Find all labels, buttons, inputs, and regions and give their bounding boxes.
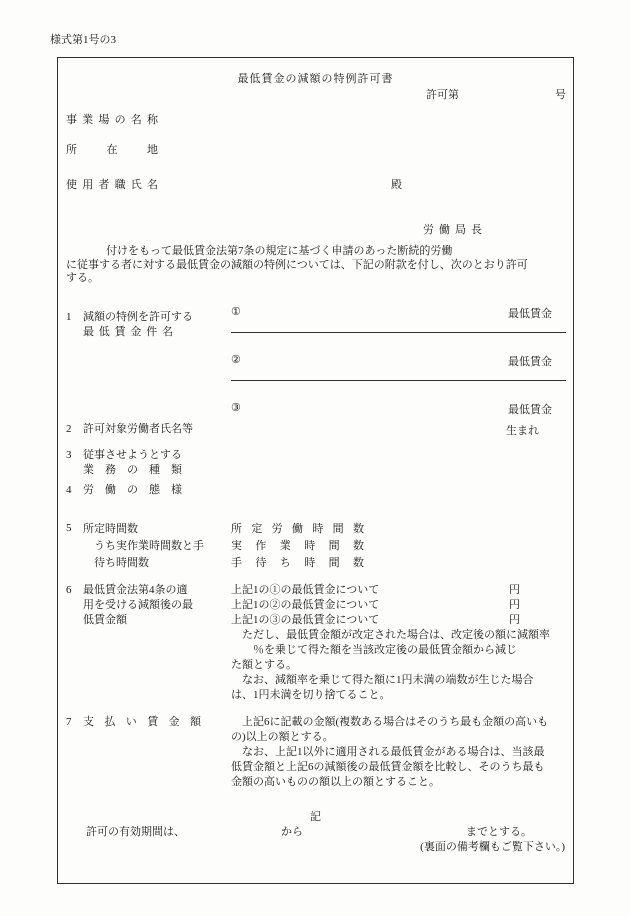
item-3-number: 3 — [66, 449, 72, 461]
item-2-label-block — [66, 422, 193, 437]
payment-body-line-1: 上記6に記載の金額(複数ある場合はそのうち最も金額の高いも — [231, 716, 549, 728]
note-2-line-1: なお、減額率を乗じて得た額に1円未満の端数が生じた場合 — [231, 674, 534, 686]
item-6-label-block — [66, 583, 193, 628]
circled-number-2: ② — [231, 354, 241, 366]
payment-body-line-4: 低賃金額と上記6の減額後の最低賃金額を比較し、そのうち最も — [231, 761, 545, 773]
item-5-label-line-3: 待ち時間数 — [94, 557, 149, 569]
minimum-wage-suffix-3: 最低賃金 — [508, 404, 552, 416]
item-3-label-line-2: 業務の種類 — [83, 464, 182, 476]
item-3-label-line-1: 従事させようとする — [83, 449, 182, 461]
item-5-label-block — [66, 521, 204, 572]
item-6-label-line-1: 最低賃金法第4条の適 — [83, 584, 188, 596]
reduced-wage-text-3: 上記1の③の最低賃金について — [231, 614, 380, 626]
payment-body-line-3: なお、上記1以外に適用される最低賃金がある場合は、当該最 — [231, 746, 545, 758]
item-1-label-line-2: 最低賃金件名 — [83, 326, 173, 338]
item-6-label-line-3: 低賃金額 — [83, 614, 127, 626]
wage-entry-row-1 — [231, 305, 566, 333]
wage-entry-row-2 — [231, 353, 566, 381]
reduced-wage-row-3 — [231, 613, 520, 628]
minimum-wage-suffix-2: 最低賃金 — [508, 356, 552, 368]
reduced-wage-row-2 — [231, 598, 520, 613]
item-5-number: 5 — [66, 522, 72, 534]
item-3-label-block — [66, 448, 182, 478]
item-1-label-block — [66, 310, 193, 340]
item-4-number: 4 — [66, 484, 72, 496]
permit-number-label: 許可第 — [426, 89, 459, 101]
reduced-wage-row-1 — [231, 583, 520, 598]
standby-hours-label: 手待ち時間数 — [231, 557, 364, 569]
item-7-label: 支払い賃金額 — [83, 716, 201, 728]
note-1-line-3: た額とする。 — [231, 659, 297, 671]
intro-line-3: する。 — [66, 272, 99, 284]
item-5-label-line-2: うち実作業時間数と手 — [94, 540, 204, 552]
actual-work-hours-label: 実作業時間数 — [231, 540, 364, 552]
item-6-number: 6 — [66, 584, 72, 596]
payment-body-line-5: 金額の高いものの額以上の額とすること。 — [231, 776, 440, 788]
circled-number-1: ① — [231, 306, 241, 318]
item-2-number: 2 — [66, 423, 72, 435]
ki-heading: 記 — [310, 811, 321, 823]
validity-until-label: までとする。 — [466, 826, 532, 838]
workplace-name-label: 事業場の名称 — [66, 114, 158, 126]
address-label: 所在地 — [66, 144, 158, 156]
backside-reference-note: (裏面の備考欄もご覧下さい。) — [420, 841, 565, 853]
item-6-note-1 — [231, 628, 571, 673]
reduced-wage-text-1: 上記1の①の最低賃金について — [231, 584, 380, 596]
yen-unit-2: 円 — [509, 599, 520, 611]
form-number: 様式第1号の3 — [50, 34, 116, 46]
note-2-line-2: は、1円未満を切り捨てること。 — [231, 689, 391, 701]
item-4-label: 労働の態様 — [83, 484, 182, 496]
certificate-box — [57, 57, 574, 884]
note-1-line-2: ％を乗じて得た額を当該改定後の最低賃金額から減じ — [231, 644, 517, 656]
reduced-wage-text-2: 上記1の②の最低賃金について — [231, 599, 380, 611]
scheduled-working-hours-label: 所定労働時間数 — [231, 523, 364, 535]
intro-line-2: に従事する者に対する最低賃金の減額の特例については、下記の附款を付し、次のとおり許可 — [66, 258, 528, 271]
born-suffix: 生まれ — [506, 425, 539, 437]
labor-bureau-chief-label: 労働局長 — [423, 224, 487, 236]
item-5-hours-column — [231, 521, 364, 572]
minimum-wage-suffix-1: 最低賃金 — [508, 308, 552, 320]
permit-number-suffix: 号 — [555, 89, 566, 101]
item-2-label: 許可対象労働者氏名等 — [83, 423, 193, 435]
item-7-number: 7 — [66, 716, 72, 728]
validity-period-label: 許可の有効期間は、 — [86, 826, 185, 838]
item-1-label-line-1: 減額の特例を許可する — [83, 311, 193, 323]
payment-body-line-2: の)以上の額とする。 — [231, 731, 334, 743]
item-4-label-block — [66, 483, 182, 498]
yen-unit-3: 円 — [509, 614, 520, 626]
item-6-note-2 — [231, 673, 571, 703]
item-5-label-line-1: 所定時間数 — [83, 523, 138, 535]
intro-paragraph — [66, 245, 567, 286]
circled-number-3: ③ — [231, 402, 241, 414]
intro-line-1: 付けをもって最低賃金法第7条の規定に基づく申請のあった断続的労働 — [106, 245, 453, 257]
validity-from-label: から — [281, 826, 303, 838]
item-7-label-block — [66, 715, 201, 730]
employer-name-label: 使用者職氏名 — [66, 179, 158, 191]
honorific-label: 殿 — [391, 179, 402, 191]
item-6-label-line-2: 用を受ける減額後の最 — [83, 599, 193, 611]
note-1-line-1: ただし、最低賃金額が改定された場合は、改定後の額に減額率 — [231, 629, 550, 641]
item-1-number: 1 — [66, 311, 72, 323]
permit-number-row — [426, 86, 566, 102]
certificate-title: 最低賃金の減額の特例許可書 — [237, 73, 394, 85]
yen-unit-1: 円 — [509, 584, 520, 596]
item-7-body — [231, 715, 571, 790]
